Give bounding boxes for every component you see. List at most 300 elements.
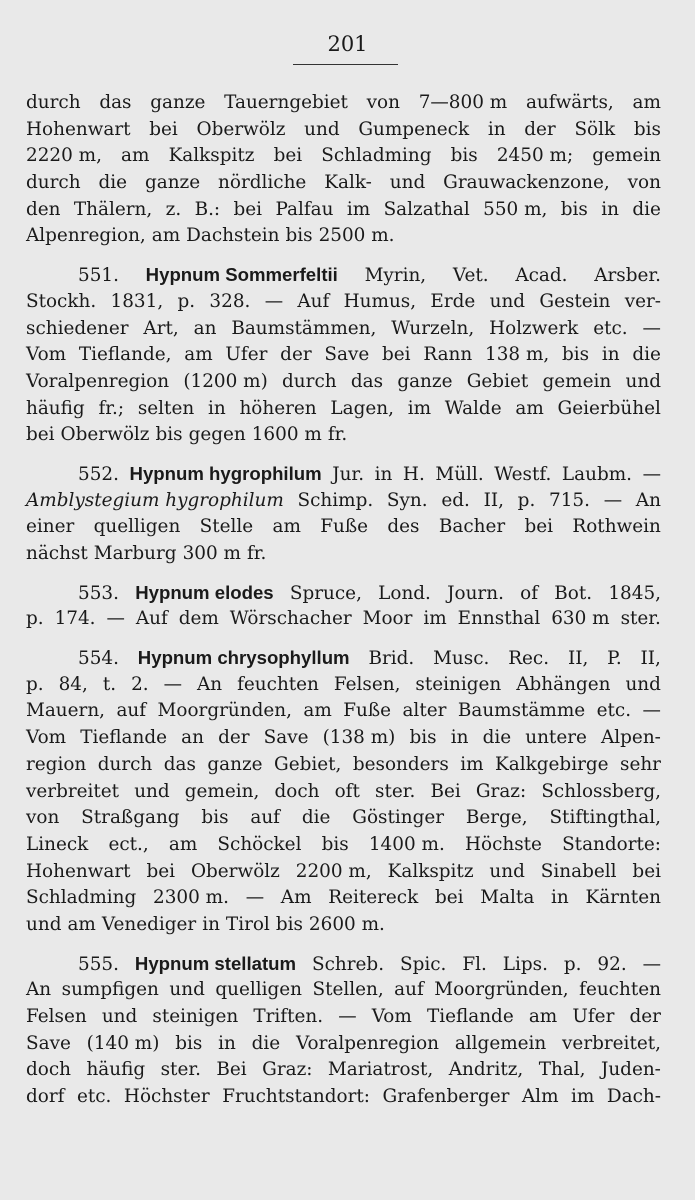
word: am [168,833,198,855]
word: Göstinger [352,807,445,829]
word: Auf [297,290,330,312]
word: Venediger [101,913,197,935]
word: und [625,370,661,392]
word: Baumstämmen, [231,317,377,339]
word: ganze [150,92,206,113]
word: von [26,807,60,829]
text-line [26,170,661,197]
word: II, [640,648,661,670]
word: und [169,979,205,1001]
word: Schreb. [312,953,385,975]
word: Walde [444,397,502,419]
word: Am [280,887,312,909]
word: auf [250,807,280,829]
word: Voralpenregion [26,370,170,392]
word: 2300 m. [153,887,229,909]
word: Myrin, [364,265,427,287]
word: ster. [160,1059,201,1081]
word: 554. [78,648,119,670]
word: fr. [327,424,348,446]
word: — [603,489,623,511]
word: p. [26,608,44,630]
word: in [601,344,620,366]
word: bis [201,807,229,829]
word: Abhängen [516,673,611,695]
word: Schimp. [297,489,374,511]
word: Moor [362,608,413,630]
word: Journ. [447,582,504,604]
word: H. [402,463,425,485]
text-line [26,805,661,832]
text-line [26,606,661,633]
word: die [482,727,512,749]
paragraph-gap [26,449,661,461]
word: Juden- [600,1059,661,1081]
word: Lond. [378,582,431,604]
word: 630 m [551,608,610,630]
word: 138 m, [485,344,550,366]
word: Fl. [462,953,487,975]
word: Musc. [433,648,490,670]
word: bis [175,1032,203,1054]
word: 555. [78,953,119,975]
word: am [632,92,661,113]
word: Save [324,344,370,366]
word: 328. [209,290,251,312]
word: Rothwein [572,516,661,538]
word: bei [149,118,178,140]
word: feuchten [579,979,661,1001]
word: Baumstämme [457,700,586,722]
word: am [303,700,332,722]
word: 7—800 m [418,92,508,113]
word: nächst [26,543,88,564]
text-line [26,369,661,396]
word: — [264,290,284,312]
word: Tieflande [426,1006,514,1027]
word: verbreitet [26,780,120,802]
word: in [487,118,506,140]
word: Schöckel [217,833,302,855]
paragraph-gap [26,633,661,645]
text-line [26,1031,661,1058]
word: Bei [430,780,461,802]
word: Reitereck [328,887,419,909]
word: 2600 m. [308,913,385,935]
word: in [202,913,220,935]
text-line [26,488,661,515]
word: Berge, [465,807,528,829]
text-line [26,342,661,369]
word: Fuße [320,516,369,538]
word: ect., [108,833,149,855]
word: gemein [592,145,661,167]
text-line [26,645,661,672]
word: An [26,979,52,1001]
word: aufwärts, [525,92,614,113]
word: 553. [78,582,119,604]
word: selten [137,397,195,419]
word: häufig [26,397,85,419]
word: und [101,1006,138,1027]
word: verbreitet, [562,1032,661,1054]
word: Bot. [554,582,593,604]
word: II, [483,489,504,511]
word: Grafenberger [382,1086,510,1108]
word: am [272,516,301,538]
word: Syn. [386,489,428,511]
word: Fuße [343,700,392,722]
word: Höchste [464,833,542,855]
word: ed. [441,489,470,511]
body-text [26,90,661,1111]
word: des [387,516,420,538]
word: durch [97,753,153,775]
word: Müll. [435,463,484,485]
text-line [26,90,661,117]
word: auf [394,979,424,1001]
word: Jur. [332,463,365,485]
word: gegen [188,424,246,446]
word: im [407,397,432,419]
word: ganze [207,753,263,775]
word: bei [632,860,661,882]
word: bis [560,198,588,220]
word: Ennsthal [457,608,541,630]
word: Hohenwart [26,860,131,882]
word: Alpen- [601,727,661,749]
word: Humus, [343,290,417,312]
word: 1400 m. [368,833,445,855]
word: Stelle [199,516,254,538]
text-line [26,197,661,224]
word: Mauern, [26,700,106,722]
word: Fruchtstandort: [222,1086,370,1108]
word: Stellen, [312,979,384,1001]
word: die [251,1032,281,1054]
word: Malta [480,887,535,909]
word: Gumpeneck [358,118,470,140]
text-line [26,461,661,488]
text-line [26,1084,661,1111]
word: auf [116,700,147,722]
word: 1831, [110,290,164,312]
word: — [642,953,661,975]
word: dorf [26,1086,65,1108]
word: etc. [593,317,628,339]
text-line [26,912,661,939]
word: in [218,1032,236,1054]
word: t. [102,673,117,695]
word: ster. [620,608,661,630]
text-line [26,143,661,170]
word: 552. [78,463,119,485]
word: im [423,608,447,630]
word: Tieflande, [78,344,172,366]
word: Spruce, [289,582,362,604]
text-line [26,262,661,289]
text-line [26,725,661,752]
word: der [218,727,250,749]
word: in [374,463,393,485]
word: ver- [624,290,661,312]
word: an [181,727,204,749]
text-line [26,698,661,725]
word: Marburg [93,543,177,564]
word: (138 m) [322,727,396,749]
paragraph-gap [26,250,661,262]
word: von [627,172,661,194]
word: bis [275,913,303,935]
word: dem [178,608,219,630]
word: Dachstein [186,225,280,247]
word: p. [177,290,196,312]
word: Brid. [368,648,415,670]
word: Voralpenregion [295,1032,440,1054]
word: bei [382,344,411,366]
word: Amblystegium hygrophilum [26,489,284,511]
word: die [632,198,661,220]
word: die [98,172,128,194]
word: gemein [542,370,612,392]
word: Stiftingthal, [549,807,661,829]
word: bis [450,145,478,167]
word: bis [562,344,590,366]
word: Erde [430,290,476,312]
word: 1600 m [251,424,322,446]
word: An [635,489,661,511]
word: bis [409,727,437,749]
text-line [26,672,661,699]
word: Oberwölz [60,424,150,446]
word: Lips. [502,953,548,975]
word: 715. [549,489,590,511]
word: Kalkspitz [387,860,474,882]
word: und [304,118,340,140]
word: p. [517,489,536,511]
word: allgemein [454,1032,547,1054]
species-name: Hypnum stellatum [134,952,297,974]
word: Save [263,727,309,749]
word: doch [26,1059,71,1081]
word: und [26,913,62,935]
word: Bei [216,1059,247,1081]
word: bei [524,516,554,538]
word: Felsen, [333,673,401,695]
word: bis [155,424,183,446]
word: Schladming [26,887,137,909]
word: Vet. [452,265,489,287]
text-line [26,885,661,912]
word: Westf. [494,463,552,485]
word: Standorte: [562,833,661,855]
word: die [632,344,661,366]
word: bei [26,424,55,446]
word: Kärnten [585,887,661,909]
word: den [26,198,61,220]
text-line [26,514,661,541]
word: im [460,753,484,775]
word: — [642,463,661,485]
text-line [26,289,661,316]
word: Oberwölz [190,860,280,882]
word: Tieflande [80,727,167,749]
word: das [99,92,132,113]
word: oft [334,780,360,802]
word: durch [26,92,81,113]
word: 84, [58,673,88,695]
word: Gestein [539,290,611,312]
word: und [489,860,525,882]
word: (140 m) [86,1032,160,1054]
species-name: Hypnum elodes [135,581,274,603]
word: Kalkgebirge [495,753,609,775]
word: — [245,887,265,909]
text-line [26,223,661,250]
word: Vom [26,344,67,366]
word: Schladming [321,145,432,167]
word: Thälern, [73,198,153,220]
word: Wörschacher [229,608,352,630]
word: 550 m, [483,198,548,220]
word: 2200 m, [295,860,372,882]
word: der [629,1006,661,1027]
word: ganze [144,172,201,194]
word: das [163,753,196,775]
word: — [163,673,182,695]
word: in [207,397,226,419]
word: bei [434,887,464,909]
word: Palfau [275,198,334,220]
word: im [346,198,371,220]
word: bei [233,198,263,220]
word: Salzathal [383,198,470,220]
word: Straßgang [81,807,180,829]
word: Holzwerk [489,317,579,339]
word: Lagen, [330,397,394,419]
word: bis [633,118,661,140]
word: Rann [423,344,473,366]
word: am [528,1006,558,1027]
word: einer [26,516,75,538]
word: — [642,700,661,722]
paragraph-gap [26,568,661,580]
word: Gebiet [466,370,529,392]
text-line [26,1004,661,1031]
word: bei [273,145,303,167]
word: schiedener [26,317,129,339]
word: steinigen [415,673,502,695]
word: am [67,913,96,935]
word: der [524,118,556,140]
word: Kalk- [324,172,372,194]
word: Save [26,1032,71,1054]
word: Moorgründen, [434,979,569,1001]
word: Vom [26,727,67,749]
word: im [571,1086,595,1108]
word: und [134,780,170,802]
word: Tirol [225,913,270,935]
text-line [26,422,661,449]
word: of [520,582,539,604]
word: 300 m [182,543,241,564]
word: z. [165,198,182,220]
word: Gebiet, [274,753,342,775]
word: am [121,145,150,167]
word: 2450 m; [496,145,574,167]
word: sumpfigen [61,979,159,1001]
word: Art, [143,317,179,339]
paragraph-gap [26,939,661,951]
text-line [26,541,661,568]
word: 551. [78,265,119,287]
word: ganze [397,370,453,392]
word: — [338,1006,357,1027]
word: am [515,397,544,419]
word: Sölk [574,118,616,140]
word: Bacher [438,516,506,538]
word: ster. [375,780,416,802]
word: häufig [86,1059,146,1081]
word: von [366,92,400,113]
word: p. [563,953,582,975]
word: (1200 m) [183,370,268,392]
word: 2. [131,673,149,695]
word: Alpenregion, [26,225,146,247]
word: Acad. [515,265,568,287]
species-name: Hypnum hygrophilum [129,462,322,484]
word: quelligen [215,979,302,1001]
text-line [26,1057,661,1084]
text-line [26,832,661,859]
word: Moorgründen, [157,700,292,722]
word: und [489,290,526,312]
word: Sinabell [540,860,617,882]
word: gemein, [184,780,260,802]
word: fr.; [98,397,125,419]
text-line [26,977,661,1004]
word: sehr [620,753,661,775]
page-number: 201 [327,32,368,56]
word: Hohenwart [26,118,131,140]
word: Mariatrost, [327,1059,434,1081]
word: und [625,673,661,695]
text-line [26,580,661,607]
word: 174. [54,608,96,630]
species-name: Hypnum chrysophyllum [137,647,350,669]
word: Alm [521,1086,559,1108]
word: das [350,370,384,392]
word: am [184,344,213,366]
word: 1845, [608,582,661,604]
word: Dach- [606,1086,661,1108]
word: nördliche [218,172,307,194]
word: — [642,317,661,339]
word: doch [274,780,320,802]
word: am [151,225,181,247]
word: an [193,317,217,339]
word: fr. [246,543,267,564]
word: höheren [239,397,317,419]
word: untere [525,727,587,749]
word: Schlossberg, [541,780,661,802]
word: region [26,753,87,775]
word: p. [26,673,44,695]
word: Ufer [572,1006,615,1027]
word: der [280,344,312,366]
word: Laubm. [561,463,633,485]
word: in [450,727,469,749]
